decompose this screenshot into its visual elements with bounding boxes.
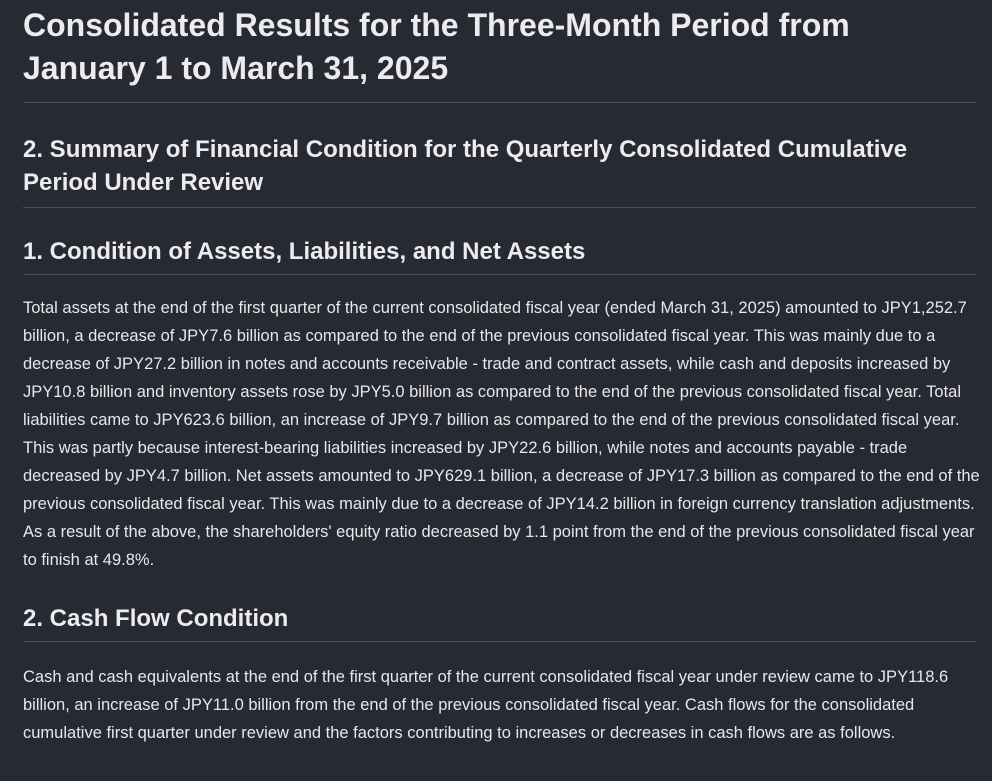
document-title: Consolidated Results for the Three-Month Period from January 1 to March 31, 2025	[23, 0, 976, 103]
subsection-heading-cash-flow: 2. Cash Flow Condition	[23, 602, 976, 642]
section-heading-summary: 2. Summary of Financial Condition for the Quarterly Consolidated Cumulative Period Under Review	[23, 133, 976, 208]
subsection-heading-assets: 1. Condition of Assets, Liabilities, and Net Assets	[23, 235, 976, 275]
assets-paragraph: Total assets at the end of the first quarter of the current consolidated fiscal year (ended March 31, 2025) amounted to JPY1,252.7 billion, a decrease of JPY7.6 billion as compared to the end of the previous consolidated fiscal year. This was mainly due to a decrease of JPY27.2 billion in notes and accounts receivable - trade and contract assets, while cash and deposits increased by JPY10.8 billion and inventory assets rose by JPY5.0 billion as compared to the end of the previous consolidated fiscal year. Total liabilities came to JPY623.6 billion, an increase of JPY9.7 billion as compared to the end of the previous consolidated fiscal year. This was partly because interest-bearing liabilities increased by JPY22.6 billion, while notes and accounts payable - trade decreased by JPY4.7 billion. Net assets amounted to JPY629.1 billion, a decrease of JPY17.3 billion as compared to the end of the previous consolidated fiscal year. This was mainly due to a decrease of JPY14.2 billion in foreign currency translation adjustments. As a result of the above, the shareholders' equity ratio decreased by 1.1 point from the end of the previous consolidated fiscal year to finish at 49.8%.	[23, 299, 980, 569]
cash-flow-paragraph: Cash and cash equivalents at the end of the first quarter of the current consolidated fiscal year under review came to JPY118.6 billion, an increase of JPY11.0 billion from the end of the previous consolidated fiscal year. Cash flows for the consolidated cumulative first quarter under review and the factors contributing to increases or decreases in cash flows are as follows.	[23, 668, 949, 742]
